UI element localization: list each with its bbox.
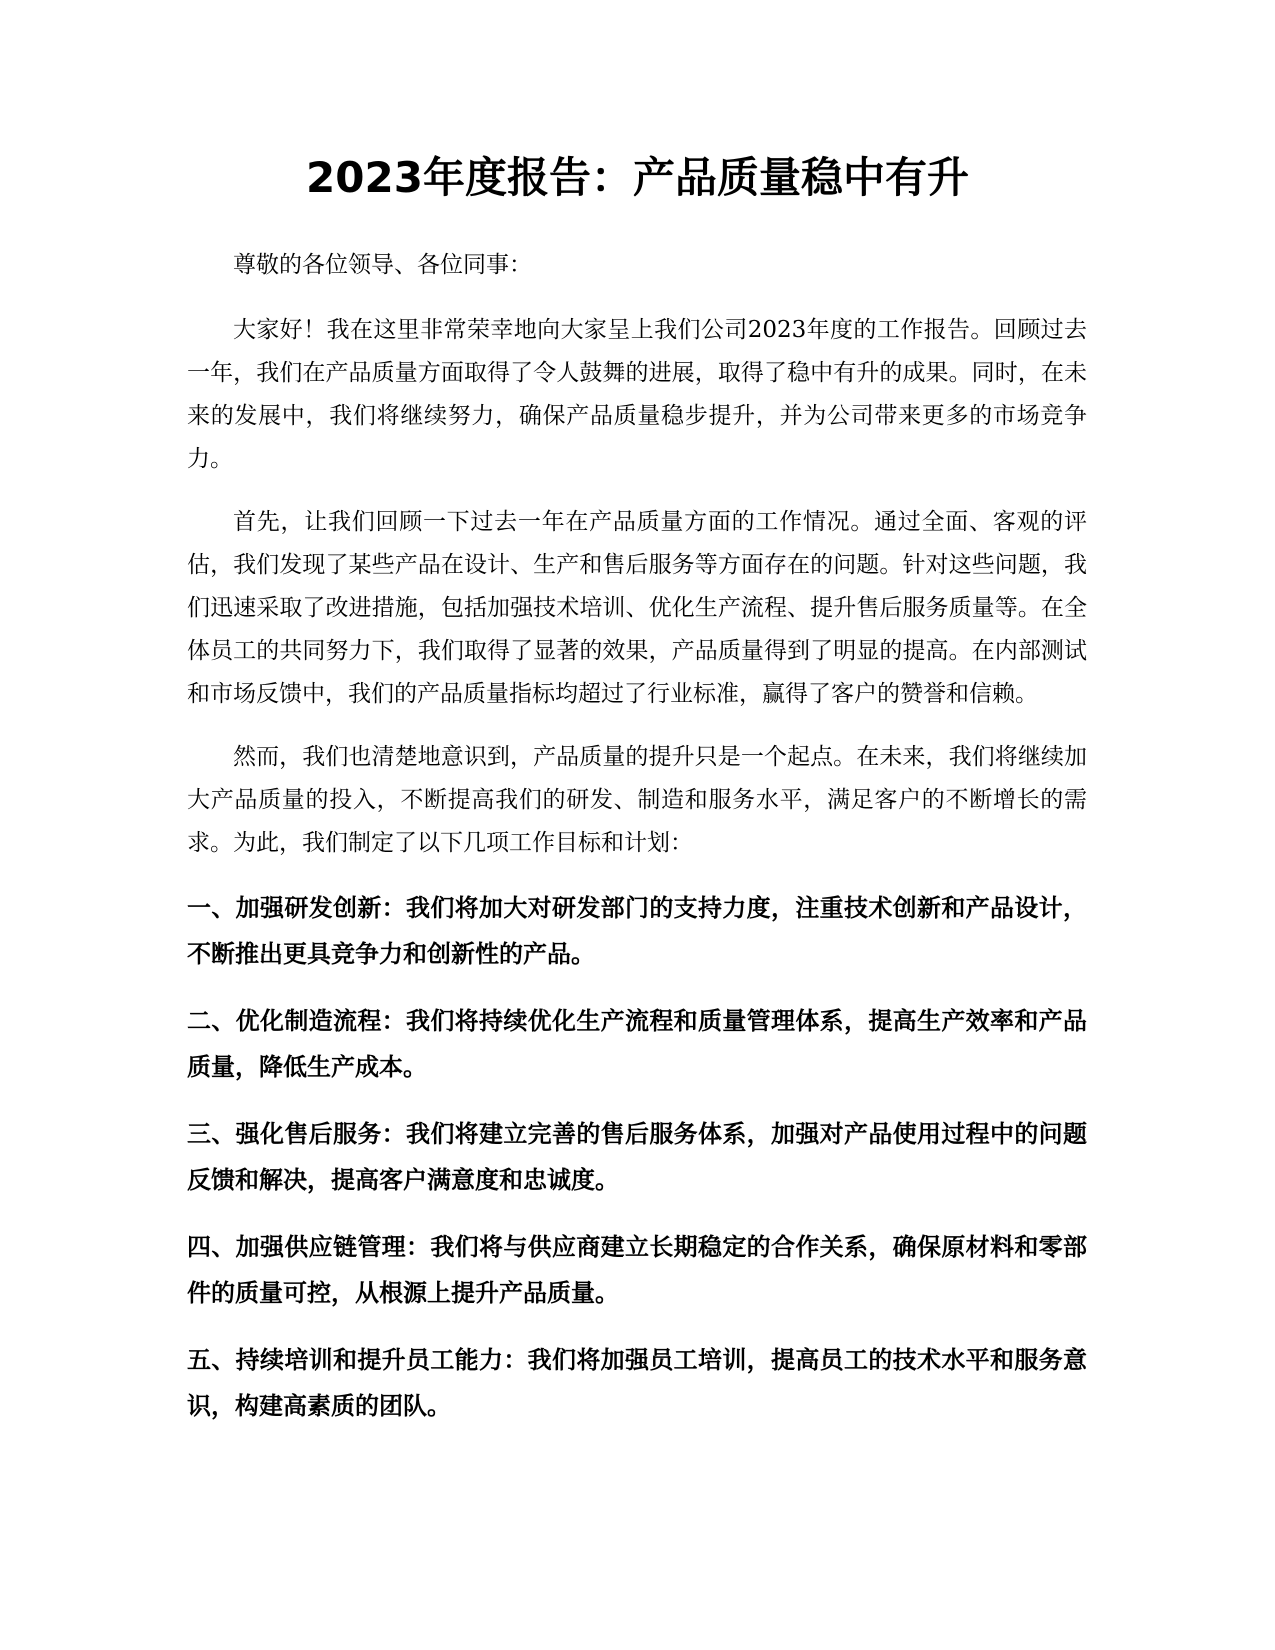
- plan-item-after-sales: 三、强化售后服务：我们将建立完善的售后服务体系，加强对产品使用过程中的问题反馈和解决，提高客户满意度和忠诚度。: [187, 1120, 1087, 1194]
- review-paragraph: 首先，让我们回顾一下过去一年在产品质量方面的工作情况。通过全面、客观的评估，我们发现了某些产品在设计、生产和售后服务等方面存在的问题。针对这些问题，我们迅速采取了改进措施，包括加强技术培训、优化生产流程、提升售后服务质量等。在全体员工的共同努力下，我们取得了显著的效果，产品质量得到了明显的提高。在内部测试和市场反馈中，我们的产品质量指标均超过了行业标准，赢得了客户的赞誉和信赖。: [187, 509, 1087, 707]
- greeting-paragraph: 尊敬的各位领导、各位同事：: [233, 252, 532, 278]
- document-body: [187, 244, 1087, 1450]
- outlook-paragraph: 然而，我们也清楚地意识到，产品质量的提升只是一个起点。在未来，我们将继续加大产品质量的投入，不断提高我们的研发、制造和服务水平，满足客户的不断增长的需求。为此，我们制定了以下几项工作目标和计划：: [187, 744, 1087, 856]
- plan-item-supply-chain: 四、加强供应链管理：我们将与供应商建立长期稳定的合作关系，确保原材料和零部件的质量可控，从根源上提升产品质量。: [187, 1233, 1087, 1307]
- plan-item-training: 五、持续培训和提升员工能力：我们将加强员工培训，提高员工的技术水平和服务意识，构建高素质的团队。: [187, 1346, 1087, 1420]
- plan-item-rnd: 一、加强研发创新：我们将加大对研发部门的支持力度，注重技术创新和产品设计，不断推出更具竞争力和创新性的产品。: [187, 894, 1087, 968]
- plan-item-manufacturing: 二、优化制造流程：我们将持续优化生产流程和质量管理体系，提高生产效率和产品质量，降低生产成本。: [187, 1007, 1087, 1081]
- intro-paragraph: 大家好！我在这里非常荣幸地向大家呈上我们公司2023年度的工作报告。回顾过去一年，我们在产品质量方面取得了令人鼓舞的进展，取得了稳中有升的成果。同时，在未来的发展中，我们将继续努力，确保产品质量稳步提升，并为公司带来更多的市场竞争力。: [187, 317, 1087, 472]
- document-title: 2023年度报告：产品质量稳中有升: [306, 153, 969, 202]
